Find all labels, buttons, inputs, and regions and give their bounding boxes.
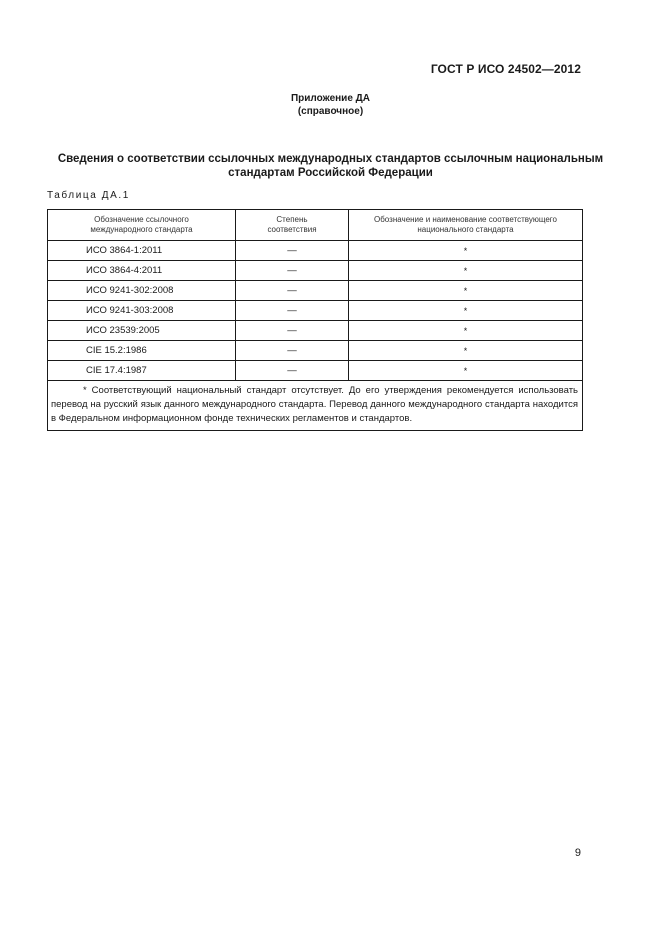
cell-national-standard: * xyxy=(349,361,583,381)
cell-national-standard: * xyxy=(349,281,583,301)
header-ref-line-1: Обозначение ссылочного xyxy=(94,215,189,224)
cell-degree: — xyxy=(236,241,349,261)
table-footnote-row xyxy=(48,381,583,431)
annex-subtitle: (справочное) xyxy=(297,106,364,117)
table-row xyxy=(48,321,583,341)
header-degree xyxy=(236,210,349,241)
cell-national-standard: * xyxy=(349,261,583,281)
header-degree-line-2: соответствия xyxy=(267,225,317,234)
table-footnote-text: * Соответствующий национальный стандарт отсутствует. До его утверждения рекомендуется использовать перевод на русский язык данного международного стандарта. Перевод данного международного стандарта находится в Федеральном информационном фонде технических регламентов и стандартов. xyxy=(51,385,578,424)
document-title-line-2: стандартам Российской Федерации xyxy=(228,167,433,179)
cell-degree: — xyxy=(236,281,349,301)
annex-heading xyxy=(0,92,661,118)
cell-degree: — xyxy=(236,261,349,281)
cell-degree: — xyxy=(236,321,349,341)
table-header-row xyxy=(48,210,583,241)
header-degree-line-1: Степень xyxy=(276,215,308,224)
table-caption: Таблица ДА.1 xyxy=(47,190,130,201)
standards-table xyxy=(47,209,583,431)
cell-ref-standard: CIE 15.2:1986 xyxy=(48,341,236,361)
cell-national-standard: * xyxy=(349,321,583,341)
cell-national-standard: * xyxy=(349,341,583,361)
header-national-standard xyxy=(349,210,583,241)
cell-degree: — xyxy=(236,341,349,361)
cell-national-standard: * xyxy=(349,301,583,321)
table-row xyxy=(48,261,583,281)
cell-degree: — xyxy=(236,301,349,321)
header-ref-standard xyxy=(48,210,236,241)
table-row xyxy=(48,301,583,321)
cell-degree: — xyxy=(236,361,349,381)
document-title-line-1: Сведения о соответствии ссылочных международных стандартов ссылочным национальным xyxy=(57,153,604,165)
table-row xyxy=(48,281,583,301)
header-national-line-2: национального стандарта xyxy=(417,225,514,234)
table-row xyxy=(48,361,583,381)
cell-ref-standard: ИСО 23539:2005 xyxy=(48,321,236,341)
cell-ref-standard: ИСО 3864-4:2011 xyxy=(48,261,236,281)
page-number: 9 xyxy=(574,847,581,859)
cell-ref-standard: ИСО 3864-1:2011 xyxy=(48,241,236,261)
table-footnote xyxy=(48,381,583,431)
cell-ref-standard: ИСО 9241-302:2008 xyxy=(48,281,236,301)
cell-national-standard: * xyxy=(349,241,583,261)
header-ref-line-2: международного стандарта xyxy=(90,225,193,234)
table-row xyxy=(48,241,583,261)
standard-code: ГОСТ Р ИСО 24502—2012 xyxy=(430,62,581,76)
table-row xyxy=(48,341,583,361)
cell-ref-standard: ИСО 9241-303:2008 xyxy=(48,301,236,321)
annex-title: Приложение ДА xyxy=(290,93,371,104)
header-national-line-1: Обозначение и наименование соответствующего xyxy=(374,215,557,224)
document-title xyxy=(40,152,621,180)
cell-ref-standard: CIE 17.4:1987 xyxy=(48,361,236,381)
